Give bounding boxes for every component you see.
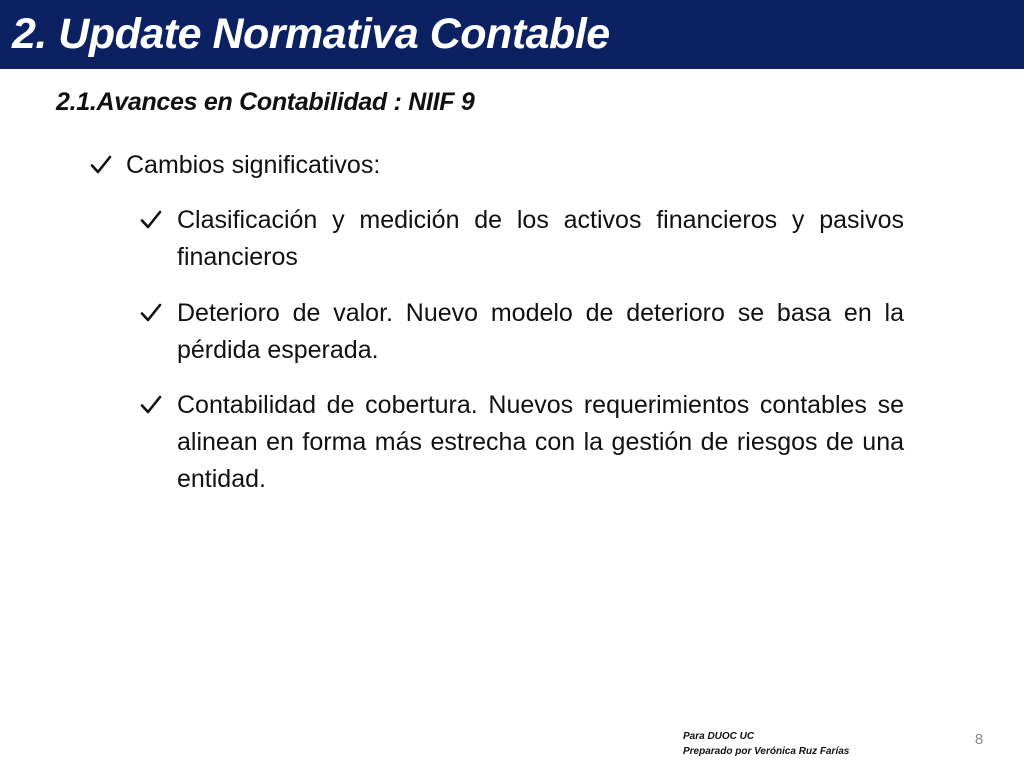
slide-title: 2. Update Normativa Contable [12, 10, 610, 58]
footer-credit-line2: Preparado por Verónica Ruz Farías [683, 746, 850, 757]
checkmark-icon [140, 302, 162, 324]
sub-point-3: Contabilidad de cobertura. Nuevos requerimientos contables se alinean en forma más estrecha con la gestión de riesgos de una entidad. [177, 391, 904, 493]
footer-credit [683, 729, 849, 759]
page-number: 8 [974, 731, 984, 748]
checkmark-icon [140, 394, 162, 416]
slide-subtitle: 2.1.Avances en Contabilidad : NIIF 9 [56, 88, 475, 116]
checkmark-icon [90, 154, 112, 176]
sub-point-1: Clasificación y medición de los activos financieros y pasivos financieros [177, 206, 904, 271]
sub-point-2: Deterioro de valor. Nuevo modelo de deterioro se basa en la pérdida esperada. [177, 299, 904, 364]
title-bar [0, 0, 1024, 69]
footer-credit-line1: Para DUOC UC [683, 731, 755, 742]
main-point: Cambios significativos: [126, 151, 381, 179]
checkmark-icon [140, 209, 162, 231]
